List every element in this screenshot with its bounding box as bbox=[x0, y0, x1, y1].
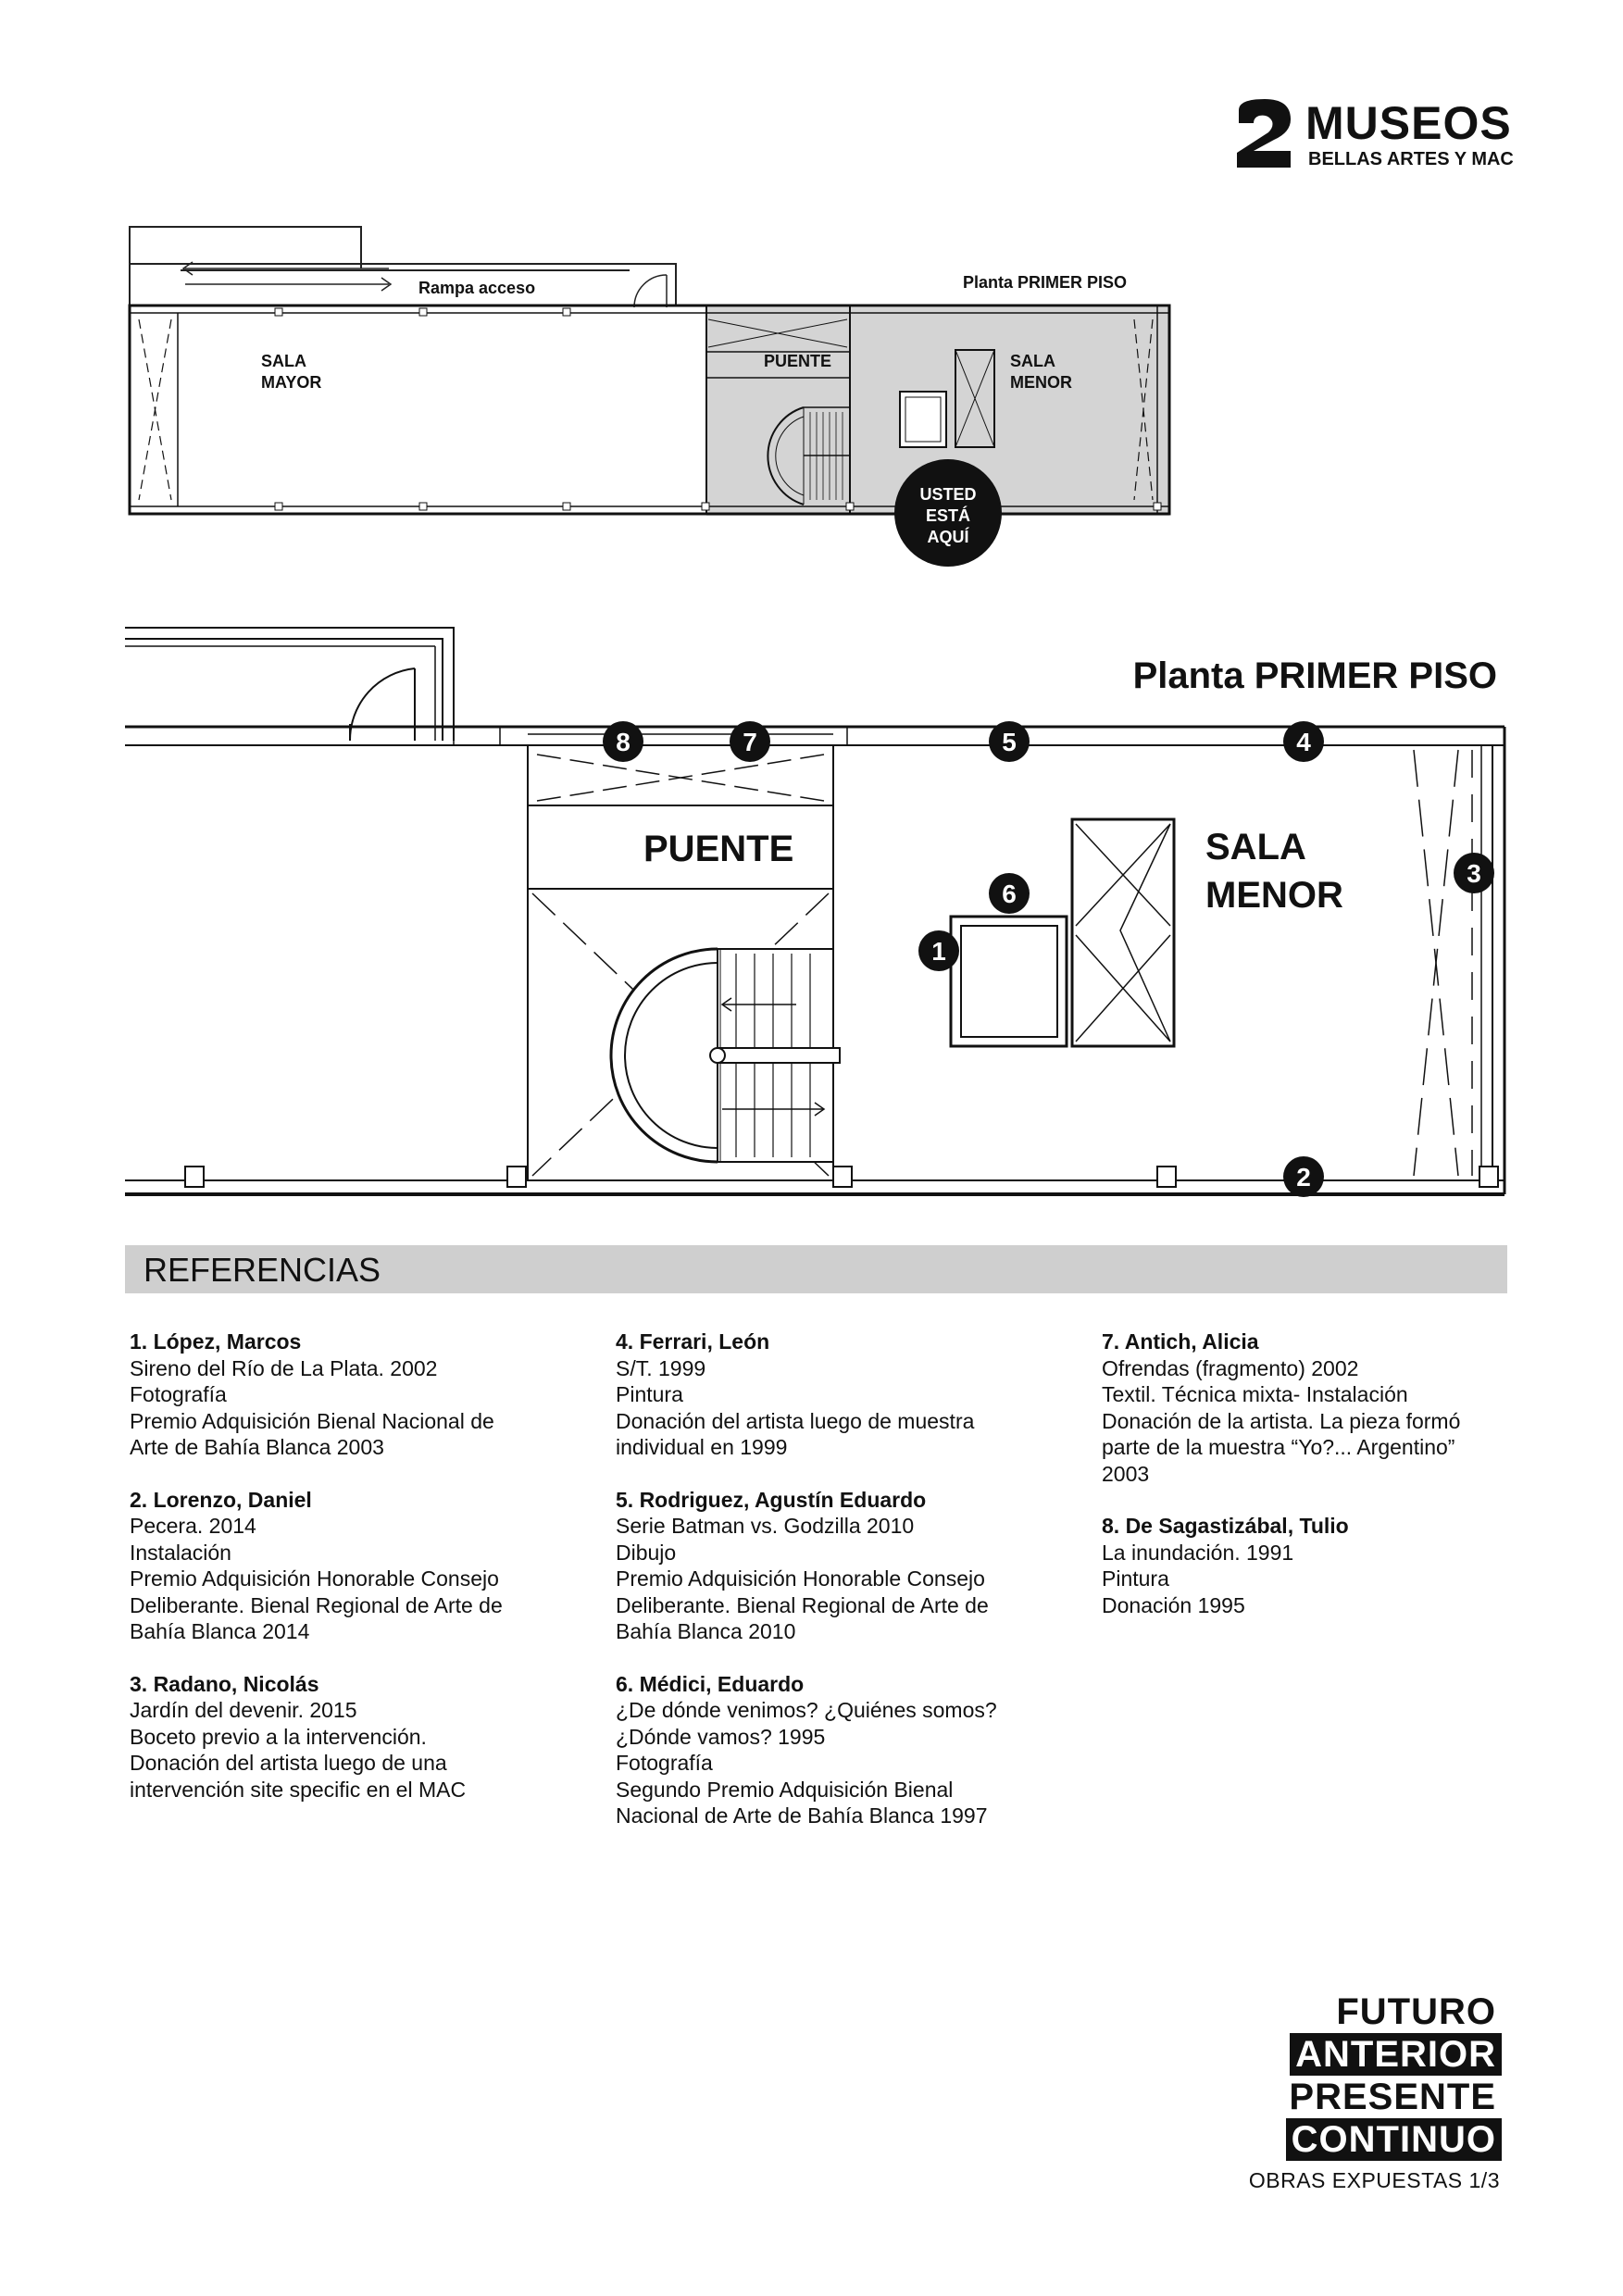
here-line-1: USTED bbox=[919, 485, 977, 504]
reference-line: Dibujo bbox=[616, 1540, 677, 1565]
marker-5 bbox=[989, 721, 1030, 762]
reference-line: Arte de Bahía Blanca 2003 bbox=[130, 1435, 384, 1459]
reference-line: Deliberante. Bienal Regional de Arte de bbox=[130, 1592, 503, 1617]
reference-line: Fotografía bbox=[616, 1751, 713, 1775]
large-sala-menor-label-1: SALA bbox=[1205, 827, 1306, 867]
reference-entry-8 bbox=[1102, 1513, 1537, 1618]
marker-2 bbox=[1283, 1156, 1324, 1197]
large-floor-plan bbox=[125, 628, 1504, 1197]
page-label: OBRAS EXPUESTAS 1/3 bbox=[1248, 2168, 1500, 2192]
svg-text:8: 8 bbox=[616, 728, 630, 756]
reference-line: Instalación bbox=[130, 1540, 231, 1565]
reference-line: Sireno del Río de La Plata. 2002 bbox=[130, 1355, 438, 1380]
exhibition-word-presente: PRESENTE bbox=[1289, 2077, 1496, 2117]
you-are-here-badge bbox=[894, 459, 1002, 567]
reference-line: ¿De dónde venimos? ¿Quiénes somos? bbox=[616, 1698, 997, 1722]
reference-name: 7. Antich, Alicia bbox=[1102, 1329, 1259, 1354]
reference-name: 5. Rodriguez, Agustín Eduardo bbox=[616, 1487, 927, 1512]
svg-text:5: 5 bbox=[1002, 728, 1017, 756]
reference-entry-7 bbox=[1102, 1329, 1537, 1487]
here-line-3: AQUÍ bbox=[927, 528, 969, 546]
reference-name: 1. López, Marcos bbox=[130, 1329, 302, 1354]
logo-subtitle: BELLAS ARTES Y MAC bbox=[1308, 149, 1514, 169]
svg-text:2: 2 bbox=[1296, 1163, 1311, 1192]
references-header bbox=[125, 1245, 1507, 1293]
exhibition-word-anterior: ANTERIOR bbox=[1187, 2033, 1502, 2076]
reference-line: La inundación. 1991 bbox=[1102, 1540, 1294, 1565]
small-floor-plan bbox=[130, 227, 1169, 567]
reference-line: Serie Batman vs. Godzilla 2010 bbox=[616, 1514, 915, 1538]
marker-1 bbox=[918, 930, 959, 971]
reference-line: individual en 1999 bbox=[616, 1435, 788, 1459]
reference-entry-3 bbox=[130, 1671, 565, 1803]
reference-name: 2. Lorenzo, Daniel bbox=[130, 1487, 312, 1512]
small-plan-title: Planta PRIMER PISO bbox=[963, 273, 1128, 292]
reference-line: Nacional de Arte de Bahía Blanca 1997 bbox=[616, 1803, 988, 1828]
reference-line: Boceto previo a la intervención. bbox=[130, 1724, 427, 1749]
exhibition-word-futuro: FUTURO bbox=[1336, 1991, 1496, 2032]
svg-text:3: 3 bbox=[1467, 859, 1481, 888]
reference-line: intervención site specific en el MAC bbox=[130, 1777, 467, 1802]
reference-line: Bahía Blanca 2014 bbox=[130, 1619, 310, 1643]
ramp-outline bbox=[130, 227, 361, 306]
exhibition-title-block bbox=[1187, 1990, 1502, 2161]
svg-text:6: 6 bbox=[1002, 880, 1017, 908]
small-puente-label: PUENTE bbox=[764, 352, 832, 370]
large-plan-title: Planta PRIMER PISO bbox=[1132, 655, 1497, 696]
reference-line: Pintura bbox=[616, 1382, 683, 1406]
here-line-2: ESTÁ bbox=[925, 506, 971, 525]
references-column-3 bbox=[1102, 1329, 1537, 1644]
marker-7 bbox=[730, 721, 770, 762]
reference-name: 3. Radano, Nicolás bbox=[130, 1671, 319, 1696]
reference-line: Donación del artista luego de muestra bbox=[616, 1408, 975, 1433]
svg-text:1: 1 bbox=[931, 937, 946, 966]
marker-4 bbox=[1283, 721, 1324, 762]
reference-line: Ofrendas (fragmento) 2002 bbox=[1102, 1355, 1359, 1380]
reference-line: S/T. 1999 bbox=[616, 1355, 706, 1380]
references-title: REFERENCIAS bbox=[144, 1251, 381, 1289]
reference-entry-5 bbox=[616, 1487, 1051, 1645]
reference-line: Fotografía bbox=[130, 1382, 227, 1406]
reference-line: Premio Adquisición Honorable Consejo bbox=[616, 1566, 985, 1591]
marker-3 bbox=[1454, 853, 1494, 893]
reference-line: Donación 1995 bbox=[1102, 1592, 1245, 1617]
reference-line: Deliberante. Bienal Regional de Arte de bbox=[616, 1592, 989, 1617]
reference-entry-2 bbox=[130, 1487, 565, 1645]
reference-entry-6 bbox=[616, 1671, 1051, 1829]
exhibition-word-continuo: CONTINUO bbox=[1187, 2118, 1502, 2161]
sala-mayor-label-1: SALA bbox=[261, 352, 306, 370]
reference-line: Jardín del devenir. 2015 bbox=[130, 1698, 357, 1722]
ramp-label: Rampa acceso bbox=[418, 279, 536, 297]
reference-line: Segundo Premio Adquisición Bienal bbox=[616, 1777, 954, 1802]
marker-6 bbox=[989, 873, 1030, 914]
marker-8 bbox=[603, 721, 643, 762]
reference-line: Pintura bbox=[1102, 1566, 1169, 1591]
reference-line: Donación de la artista. La pieza formó bbox=[1102, 1408, 1461, 1433]
reference-line: Premio Adquisición Honorable Consejo bbox=[130, 1566, 499, 1591]
reference-name: 8. De Sagastizábal, Tulio bbox=[1102, 1514, 1349, 1538]
reference-entry-4 bbox=[616, 1329, 1051, 1461]
reference-line: 2003 bbox=[1102, 1461, 1150, 1486]
reference-line: Bahía Blanca 2010 bbox=[616, 1619, 796, 1643]
reference-name: 6. Médici, Eduardo bbox=[616, 1671, 805, 1696]
reference-line: ¿Dónde vamos? 1995 bbox=[616, 1724, 826, 1749]
small-sala-menor-label-1: SALA bbox=[1010, 352, 1055, 370]
reference-line: Premio Adquisición Bienal Nacional de bbox=[130, 1408, 494, 1433]
reference-name: 4. Ferrari, León bbox=[616, 1329, 770, 1354]
reference-line: parte de la muestra “Yo?... Argentino” bbox=[1102, 1435, 1455, 1459]
small-sala-menor-label-2: MENOR bbox=[1010, 373, 1072, 392]
reference-entry-1 bbox=[130, 1329, 565, 1461]
references-column-1 bbox=[130, 1329, 565, 1828]
large-puente-label: PUENTE bbox=[643, 829, 794, 869]
svg-text:4: 4 bbox=[1296, 728, 1311, 756]
large-sala-menor-label-2: MENOR bbox=[1205, 875, 1343, 916]
logo-title: MUSEOS bbox=[1305, 97, 1512, 149]
svg-text:7: 7 bbox=[743, 728, 757, 756]
reference-line: Textil. Técnica mixta- Instalación bbox=[1102, 1382, 1408, 1406]
sala-mayor-label-2: MAYOR bbox=[261, 373, 322, 392]
references-column-2 bbox=[616, 1329, 1051, 1855]
reference-line: Pecera. 2014 bbox=[130, 1514, 256, 1538]
reference-line: Donación del artista luego de una bbox=[130, 1751, 447, 1775]
